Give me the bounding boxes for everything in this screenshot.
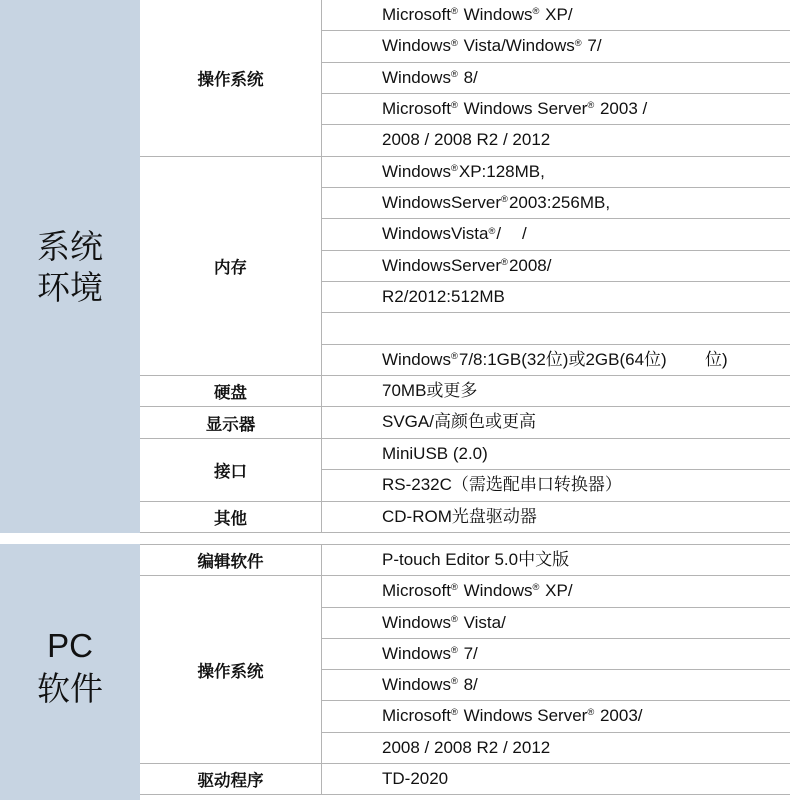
spec-value: WindowsServer®2008/ bbox=[382, 255, 552, 275]
spec-group-hard-disk bbox=[140, 376, 790, 407]
spec-label: 操作系统 bbox=[140, 576, 322, 764]
spec-label: 硬盘 bbox=[140, 376, 322, 407]
spec-value: Windows® 7/ bbox=[382, 643, 478, 663]
spec-value-row bbox=[322, 251, 790, 282]
section-title-line1: PC bbox=[47, 627, 93, 664]
spec-value-row bbox=[322, 439, 790, 470]
spec-value-row bbox=[322, 670, 790, 701]
spec-value-row bbox=[322, 376, 790, 407]
spec-value-row bbox=[322, 63, 790, 94]
spec-value: R2/2012:512MB bbox=[382, 287, 505, 307]
spec-values bbox=[322, 439, 790, 502]
spec-value: P-touch Editor 5.0中文版 bbox=[382, 550, 570, 569]
spec-value-row bbox=[322, 0, 790, 31]
spec-table bbox=[140, 0, 790, 533]
spec-table bbox=[140, 544, 790, 795]
spec-label: 内存 bbox=[140, 157, 322, 376]
spec-value: Microsoft® Windows Server® 2003 / bbox=[382, 99, 648, 119]
spec-value-row-empty bbox=[322, 313, 790, 344]
spec-group-editing-software bbox=[140, 545, 790, 576]
spec-values bbox=[322, 376, 790, 407]
spec-values bbox=[322, 0, 790, 157]
section-pc-software bbox=[0, 544, 790, 800]
section-title-line2: 软件 bbox=[37, 670, 103, 707]
spec-value: WindowsServer®2003:256MB, bbox=[382, 193, 611, 213]
spec-value-row bbox=[322, 639, 790, 670]
spec-value-row bbox=[322, 733, 790, 764]
section-title bbox=[0, 0, 140, 533]
spec-label: 显示器 bbox=[140, 407, 322, 438]
spec-value-row bbox=[322, 701, 790, 732]
spec-value-row bbox=[322, 282, 790, 313]
spec-value-row bbox=[322, 470, 790, 501]
spec-value-row bbox=[322, 94, 790, 125]
spec-group-operating-system bbox=[140, 576, 790, 764]
spec-value: 2008 / 2008 R2 / 2012 bbox=[382, 737, 551, 757]
spec-value: SVGA/高颜色或更高 bbox=[382, 412, 536, 432]
spec-group-interface bbox=[140, 439, 790, 502]
spec-value: Windows®7/8:1GB(32位)或2GB(64位) bbox=[382, 349, 667, 369]
spec-group-driver bbox=[140, 764, 790, 795]
spec-label: 操作系统 bbox=[140, 0, 322, 157]
spec-label: 编辑软件 bbox=[140, 545, 322, 576]
spec-group-display bbox=[140, 407, 790, 438]
spec-label: 驱动程序 bbox=[140, 764, 322, 795]
spec-value: Windows®XP:128MB, bbox=[382, 161, 545, 181]
spec-value: CD-ROM光盘驱动器 bbox=[382, 506, 537, 526]
spec-value-fragment: 位) bbox=[705, 349, 728, 369]
section-title-line1: 系统 bbox=[37, 227, 103, 265]
spec-values bbox=[322, 764, 790, 795]
spec-value: 70MB或更多 bbox=[382, 381, 478, 401]
spec-value-fragment: / bbox=[522, 224, 527, 244]
spec-value-row bbox=[322, 219, 790, 250]
spec-value: Windows® 8/ bbox=[382, 67, 478, 87]
spec-value-row bbox=[322, 31, 790, 62]
spec-value: 2008 / 2008 R2 / 2012 bbox=[382, 130, 551, 150]
spec-value: RS-232C（需选配串口转换器） bbox=[382, 475, 622, 495]
spec-group-other bbox=[140, 502, 790, 533]
spec-value: Windows® 8/ bbox=[382, 675, 478, 694]
spec-value: MiniUSB (2.0) bbox=[382, 443, 488, 463]
spec-value-row bbox=[322, 157, 790, 188]
spec-value-row bbox=[322, 407, 790, 438]
spec-value-row bbox=[322, 188, 790, 219]
spec-values bbox=[322, 407, 790, 438]
spec-values bbox=[322, 576, 790, 764]
spec-label: 其他 bbox=[140, 502, 322, 533]
spec-value-row bbox=[322, 125, 790, 156]
section-title-line2: 环境 bbox=[37, 268, 103, 306]
spec-value: Microsoft® Windows Server® 2003/ bbox=[382, 706, 643, 726]
spec-group-memory bbox=[140, 157, 790, 376]
spec-value-row bbox=[322, 764, 790, 795]
spec-label: 接口 bbox=[140, 439, 322, 502]
spec-value-row bbox=[322, 345, 790, 376]
spec-value: Windows® Vista/ bbox=[382, 612, 506, 632]
spec-value: Microsoft® Windows® XP/ bbox=[382, 5, 573, 24]
spec-value-row bbox=[322, 502, 790, 533]
spec-values bbox=[322, 157, 790, 376]
spec-value-row bbox=[322, 545, 790, 576]
spec-value-row bbox=[322, 608, 790, 639]
section-title bbox=[0, 544, 140, 800]
spec-values bbox=[322, 502, 790, 533]
spec-value-row bbox=[322, 576, 790, 607]
spec-value: Windows® Vista/Windows® 7/ bbox=[382, 36, 602, 56]
spec-value: TD-2020 bbox=[382, 768, 449, 788]
spec-value: WindowsVista®/ bbox=[382, 224, 502, 244]
spec-value: Microsoft® Windows® XP/ bbox=[382, 581, 573, 601]
spec-group-operating-system bbox=[140, 0, 790, 157]
spec-values bbox=[322, 545, 790, 576]
